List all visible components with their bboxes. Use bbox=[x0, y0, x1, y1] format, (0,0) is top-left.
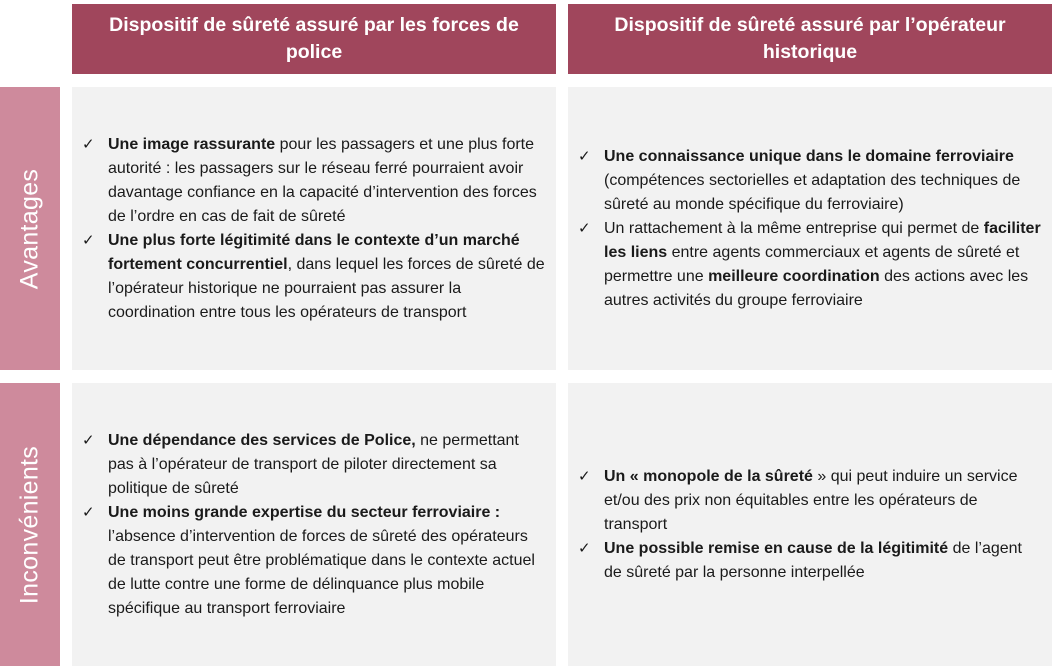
bold-text: meilleure coordination bbox=[708, 267, 880, 285]
list-item-text bbox=[108, 229, 548, 325]
list-item-text bbox=[108, 501, 548, 621]
list-item bbox=[82, 133, 548, 229]
row-label-text: Avantages bbox=[15, 168, 44, 289]
cell-disadvantages-police bbox=[72, 383, 556, 666]
row-label-disadvantages bbox=[0, 383, 60, 666]
list-item-text bbox=[604, 465, 1044, 537]
cell-advantages-police bbox=[72, 87, 556, 370]
text-segment: (compétences sectorielles et adaptation des techniques de sûreté au monde spécifique du ferroviaire) bbox=[604, 171, 1021, 213]
list-item-text bbox=[604, 217, 1044, 313]
text-segment: l’absence d’intervention de forces de sûreté des opérateurs de transport peut être problématique dans le contexte actuel de lutte contre une forme de délinquance plus mobile spécifique au transport ferroviaire bbox=[108, 527, 535, 617]
bold-text: Une plus forte légitimité dans le contexte d’un marché fortement concurrentiel bbox=[108, 231, 520, 273]
row-label-text: Inconvénients bbox=[15, 445, 44, 604]
list-item bbox=[578, 537, 1044, 585]
text-segment: Un rattachement à la même entreprise qui permet de bbox=[604, 219, 984, 237]
list-item-text bbox=[604, 537, 1044, 585]
column-header-operator bbox=[568, 4, 1052, 74]
cell-advantages-operator bbox=[568, 87, 1052, 370]
cell-disadvantages-operator bbox=[568, 383, 1052, 666]
check-mark-icon: ✓ bbox=[82, 135, 95, 153]
text-segment: pour les passagers et une plus forte autorité : les passagers sur le réseau ferré pourraient avoir davantage confiance en la capacité d’intervention des forces de l’ordre en cas de fait de sûreté bbox=[108, 135, 537, 225]
bold-text: Une connaissance unique dans le domaine ferroviaire bbox=[604, 147, 1014, 165]
check-mark-icon: ✓ bbox=[82, 431, 95, 449]
list-item bbox=[578, 145, 1044, 217]
row-label-advantages bbox=[0, 87, 60, 370]
bold-text: faciliter les liens bbox=[604, 219, 1041, 261]
check-mark-icon: ✓ bbox=[578, 147, 591, 165]
bold-text: Une moins grande expertise du secteur ferroviaire : bbox=[108, 503, 501, 521]
list-item bbox=[578, 217, 1044, 313]
list-item-text bbox=[604, 145, 1044, 217]
list-item bbox=[82, 229, 548, 325]
text-segment: entre agents commerciaux et agents de sûreté et permettre une bbox=[604, 243, 1020, 285]
list-item-text bbox=[108, 133, 548, 229]
bold-text: Une possible remise en cause de la légitimité bbox=[604, 539, 949, 557]
check-mark-icon: ✓ bbox=[82, 503, 95, 521]
column-header-title: Dispositif de sûreté assuré par l’opérateur historique bbox=[614, 14, 1006, 63]
bold-text: Un « monopole de la sûreté bbox=[604, 467, 813, 485]
check-mark-icon: ✓ bbox=[578, 467, 591, 485]
check-mark-icon: ✓ bbox=[578, 539, 591, 557]
list-item bbox=[82, 501, 548, 621]
list-item-text bbox=[108, 429, 548, 501]
check-mark-icon: ✓ bbox=[82, 231, 95, 249]
text-segment: de l’agent de sûreté par la personne interpellée bbox=[604, 539, 1022, 581]
column-header-title: Dispositif de sûreté assuré par les forces de police bbox=[109, 14, 519, 63]
text-segment: ne permettant pas à l’opérateur de transport de piloter directement sa politique de sûreté bbox=[108, 431, 519, 497]
text-segment: des actions avec les autres activités du groupe ferroviaire bbox=[604, 267, 1029, 309]
check-mark-icon: ✓ bbox=[578, 219, 591, 237]
column-header-police bbox=[72, 4, 556, 74]
text-segment: » qui peut induire un service et/ou des prix non équitables entre les opérateurs de transport bbox=[604, 467, 1018, 533]
list-item bbox=[82, 429, 548, 501]
list-item bbox=[578, 465, 1044, 537]
bold-text: Une image rassurante bbox=[108, 135, 276, 153]
text-segment: , dans lequel les forces de sûreté de l’opérateur historique ne pourraient pas assurer la coordination entre tous les opérateurs de transport bbox=[108, 255, 545, 321]
bold-text: Une dépendance des services de Police, bbox=[108, 431, 416, 449]
